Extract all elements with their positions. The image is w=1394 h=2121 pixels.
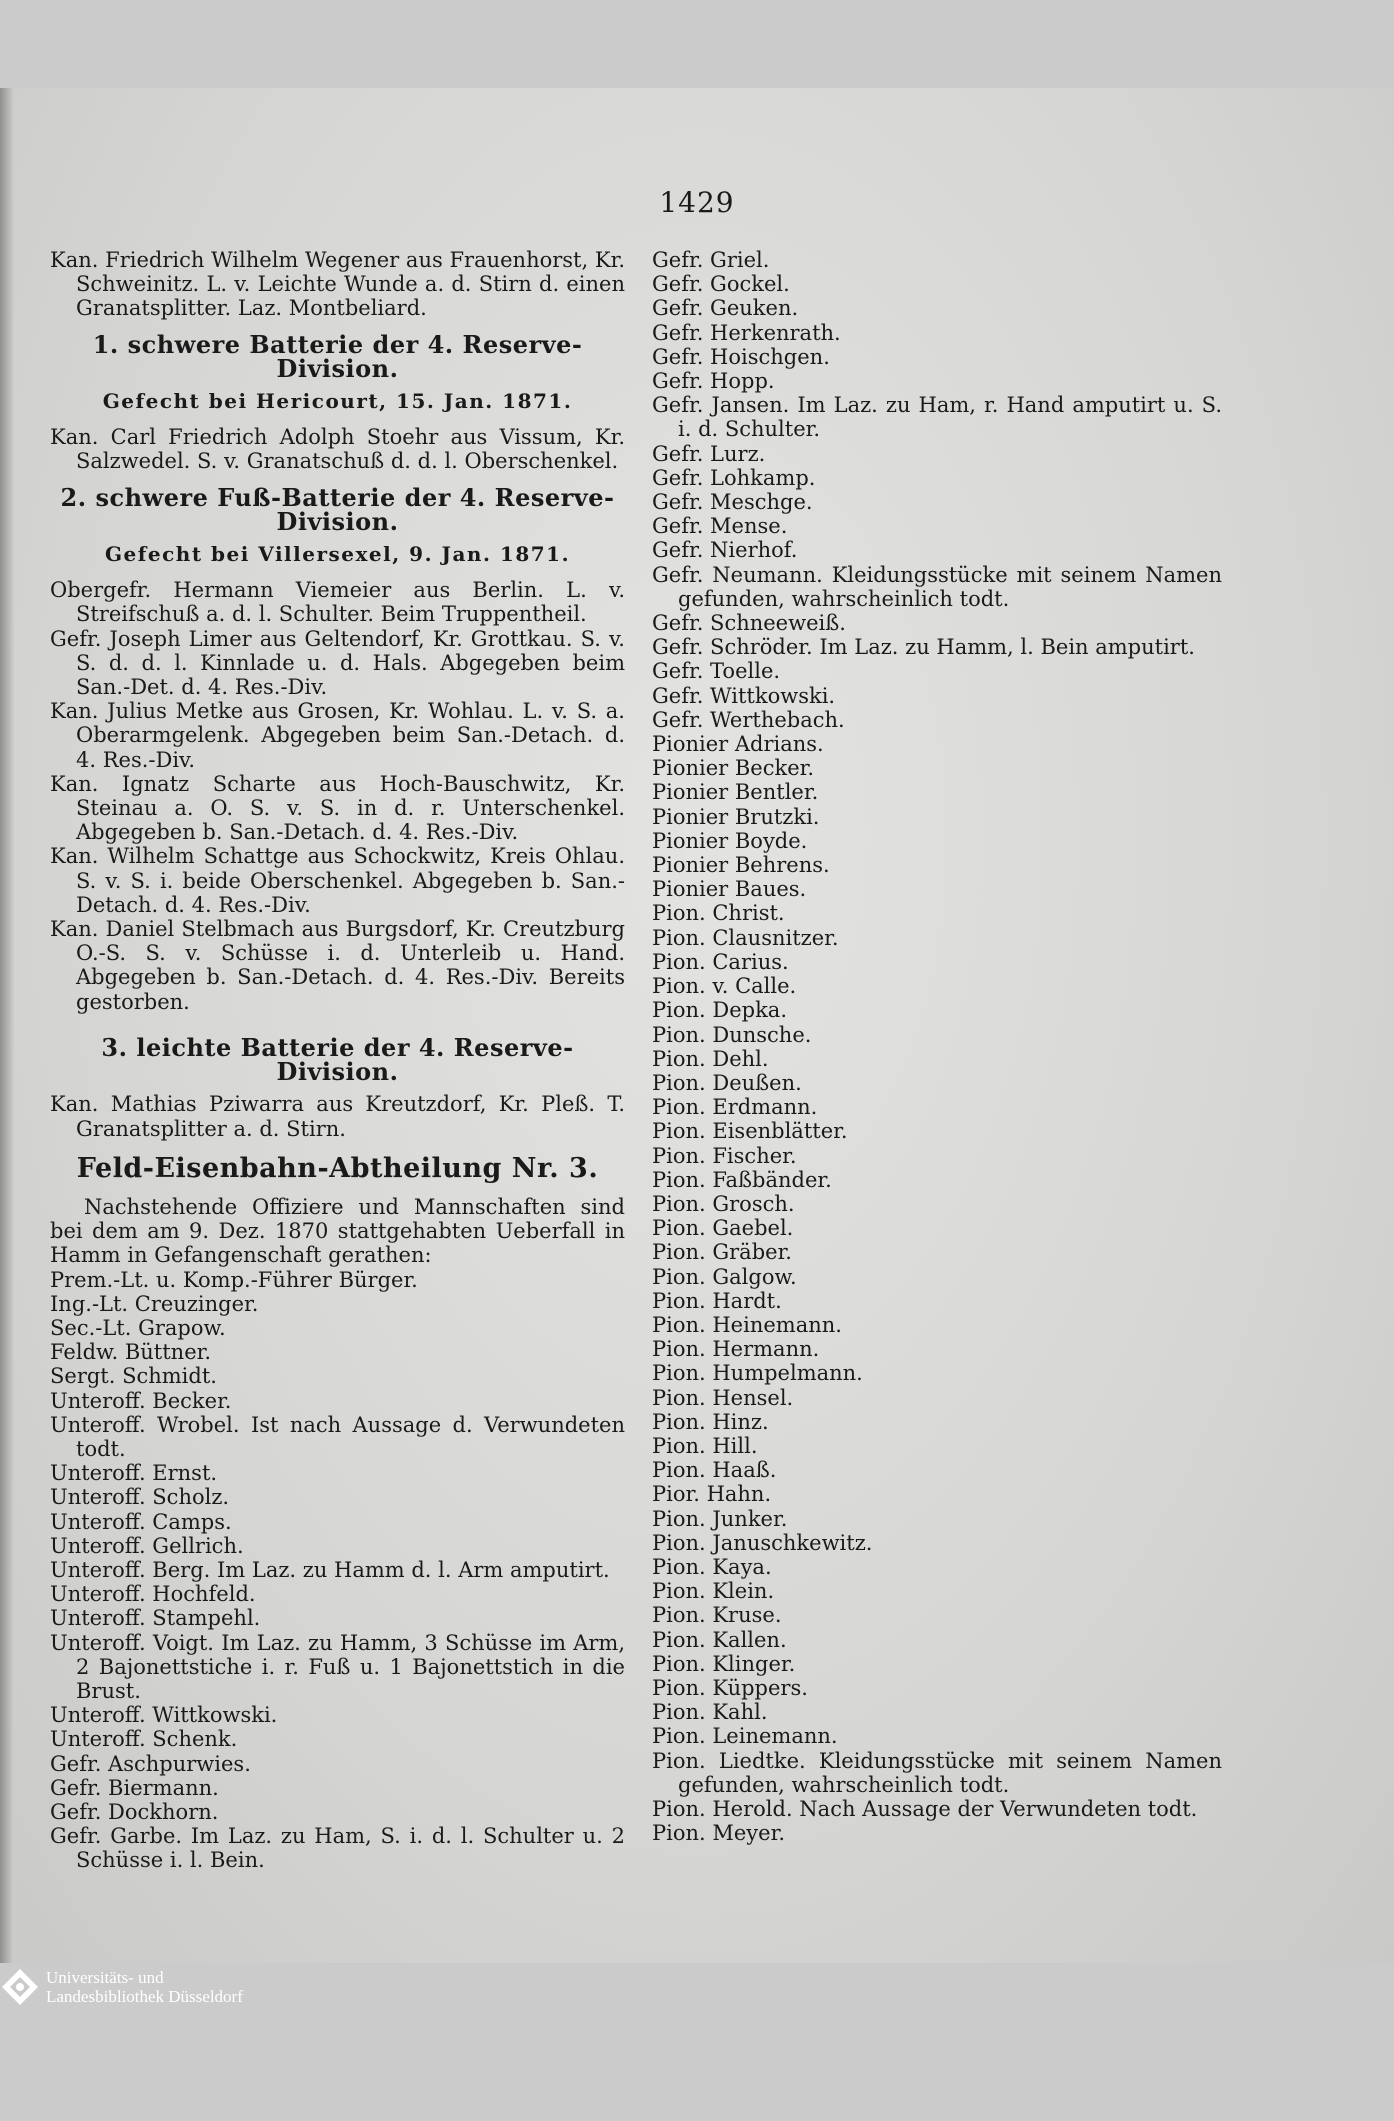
list-item: Gefr. Toelle. [652, 659, 781, 684]
list-item: Gefr. Aschpurwies. [50, 1751, 251, 1776]
section-entries [50, 425, 625, 473]
library-logo-icon [0, 1967, 40, 2007]
list-item: Unteroff. Hochfeld. [50, 1582, 256, 1607]
right-column [652, 248, 1222, 1845]
list-item: Gefr. Jansen. Im Laz. zu Ham, r. Hand amputirt u. S. i. d. Schulter. [652, 393, 1222, 442]
list-item: Sec.-Lt. Grapow. [50, 1315, 226, 1340]
list-item: Pion. Küppers. [652, 1675, 808, 1700]
list-item: Pion. Humpelmann. [652, 1361, 863, 1386]
section-entries [50, 1268, 625, 1873]
list-item: Pion. Hermann. [652, 1337, 820, 1362]
list-item: Pion. Hill. [652, 1433, 758, 1458]
list-item: Pion. Januschkewitz. [652, 1530, 873, 1555]
section-entries [50, 1092, 625, 1140]
list-item: Pion. Klinger. [652, 1651, 796, 1676]
list-item: Gefr. Biermann. [50, 1775, 219, 1800]
list-item: Kan. Julius Metke aus Grosen, Kr. Wohlau. L. v. S. a. Oberarmgelenk. Abgegeben beim San.-Detach. d. 4. Res.-Div. [50, 699, 625, 772]
document-page [0, 88, 1394, 1963]
list-item: Unteroff. Voigt. Im Laz. zu Hamm, 3 Schüsse im Arm, 2 Bajonettstiche i. r. Fuß u. 1 Bajonettstich in die Brust. [50, 1630, 625, 1703]
list-item: Unteroff. Wrobel. Ist nach Aussage d. Verwundeten todt. [50, 1412, 625, 1461]
list-item: Pionier Brutzki. [652, 804, 820, 829]
list-item: Pior. Hahn. [652, 1482, 772, 1507]
list-item: Gefr. Herkenrath. [652, 320, 841, 345]
section-entries [50, 578, 625, 1014]
list-item: Pion. Depka. [652, 998, 787, 1023]
list-item: Pion. Dunsche. [652, 1022, 812, 1047]
list-item: Pion. Christ. [652, 901, 785, 926]
list-item: Pion. Gaebel. [652, 1216, 794, 1241]
right-entries [652, 248, 1222, 1845]
list-item: Pion. v. Calle. [652, 974, 797, 999]
list-item: Sergt. Schmidt. [50, 1364, 217, 1389]
section-heading: 2. schwere Fuß-Batterie der 4. Reserve-Division. [60, 482, 615, 536]
list-item: Kan. Mathias Pziwarra aus Kreutzdorf, Kr. Pleß. T. Granatsplitter a. d. Stirn. [50, 1092, 625, 1141]
list-item: Kan. Carl Friedrich Adolph Stoehr aus Vissum, Kr. Salzwedel. S. v. Granatschuß d. d. l. Oberschenkel. [50, 425, 625, 474]
watermark-line-2: Landesbibliothek Düsseldorf [46, 1987, 243, 2006]
list-item: Pion. Kruse. [652, 1603, 782, 1628]
list-item: Gefr. Gockel. [652, 272, 790, 297]
list-item: Pion. Haaß. [652, 1458, 777, 1483]
list-item: Unteroff. Camps. [50, 1509, 232, 1534]
list-item: Gefr. Meschge. [652, 490, 813, 515]
list-item: Pion. Liedtke. Kleidungsstücke mit seinem Namen gefunden, wahrscheinlich todt. [652, 1748, 1222, 1797]
entry-intro: Kan. Friedrich Wilhelm Wegener aus Frauenhorst, Kr. Schweinitz. L. v. Leichte Wunde a. d. Stirn d. einen Granatsplitter. Laz. Montbeliard. [50, 248, 625, 321]
list-item: Pion. Dehl. [652, 1046, 769, 1071]
list-item: Gefr. Dockhorn. [50, 1799, 219, 1824]
list-item: Pion. Leinemann. [652, 1724, 838, 1749]
section-subheading: Gefecht bei Hericourt, 15. Jan. 1871. [102, 389, 573, 414]
list-item: Gefr. Joseph Limer aus Geltendorf, Kr. Grottkau. S. v. S. d. d. l. Kinnlade u. d. Hals. Abgegeben beim San.-Det. d. 4. Res.-Div. [50, 626, 625, 700]
list-item: Pion. Kaya. [652, 1554, 772, 1579]
left-column [50, 248, 625, 1873]
list-item: Gefr. Lurz. [652, 441, 766, 466]
list-item: Unteroff. Scholz. [50, 1485, 230, 1510]
list-item: Pionier Becker. [652, 756, 815, 781]
list-item: Gefr. Wittkowski. [652, 683, 836, 708]
list-item: Pionier Bentler. [652, 780, 819, 805]
library-watermark [0, 1962, 243, 2012]
list-item: Pion. Kahl. [652, 1700, 768, 1725]
list-item: Pion. Clausnitzer. [652, 925, 839, 950]
list-item: Unteroff. Becker. [50, 1388, 232, 1413]
list-item: Pion. Herold. Nach Aussage der Verwundeten todt. [652, 1797, 1198, 1821]
page-edge [0, 88, 14, 1963]
list-item: Kan. Wilhelm Schattge aus Schockwitz, Kreis Ohlau. S. v. S. i. beide Oberschenkel. Abgegeben b. San.-Detach. d. 4. Res.-Div. [50, 844, 625, 917]
list-item: Pionier Boyde. [652, 828, 808, 853]
list-item: Pion. Gräber. [652, 1240, 792, 1265]
section-heading: 1. schwere Batterie der 4. Reserve-Division. [92, 329, 583, 383]
list-item: Pion. Hardt. [652, 1288, 782, 1313]
watermark-text [46, 1968, 243, 2006]
list-item: Obergefr. Hermann Viemeier aus Berlin. L. v. Streifschuß a. d. l. Schulter. Beim Truppentheil. [50, 578, 625, 627]
list-item: Unteroff. Schenk. [50, 1727, 238, 1752]
watermark-line-1: Universitäts- und [46, 1968, 164, 1987]
list-item: Pion. Galgow. [652, 1264, 797, 1289]
section-subheading: Gefecht bei Villersexel, 9. Jan. 1871. [104, 542, 571, 567]
list-item: Gefr. Nierhof. [652, 538, 798, 563]
section-heading: Feld-Eisenbahn-Abtheilung Nr. 3. [76, 1152, 599, 1184]
list-item: Feldw. Büttner. [50, 1340, 212, 1365]
list-item: Gefr. Hoischgen. [652, 344, 830, 369]
list-item: Gefr. Geuken. [652, 296, 799, 321]
list-item: Pion. Meyer. [652, 1821, 785, 1846]
list-item: Prem.-Lt. u. Komp.-Führer Bürger. [50, 1267, 418, 1292]
list-item: Pion. Junker. [652, 1506, 788, 1531]
list-item: Unteroff. Berg. Im Laz. zu Hamm d. l. Arm amputirt. [50, 1557, 610, 1582]
list-item: Kan. Daniel Stelbmach aus Burgsdorf, Kr. Creutzburg O.-S. S. v. Schüsse i. d. Unterleib u. Hand. Abgegeben b. San.-Detach. d. 4. Res.-Div. Bereits gestorben. [50, 917, 625, 1014]
list-item: Unteroff. Stampehl. [50, 1606, 261, 1631]
list-item: Gefr. Griel. [652, 248, 770, 272]
list-item: Ing.-Lt. Creuzinger. [50, 1291, 259, 1316]
list-item: Pion. Carius. [652, 949, 789, 974]
list-item: Gefr. Garbe. Im Laz. zu Ham, S. i. d. l. Schulter u. 2 Schüsse i. l. Bein. [50, 1824, 625, 1873]
list-item: Pion. Faßbänder. [652, 1167, 832, 1192]
list-item: Unteroff. Wittkowski. [50, 1703, 278, 1728]
list-item: Pionier Baues. [652, 877, 807, 902]
list-item: Gefr. Hopp. [652, 369, 775, 394]
list-item: Pion. Hensel. [652, 1385, 794, 1410]
list-item: Unteroff. Gellrich. [50, 1533, 244, 1558]
list-item: Pion. Fischer. [652, 1143, 797, 1168]
list-item: Pion. Klein. [652, 1579, 775, 1604]
list-item: Gefr. Mense. [652, 514, 788, 539]
list-item: Pion. Heinemann. [652, 1312, 842, 1337]
list-item: Pion. Erdmann. [652, 1095, 818, 1120]
list-item: Unteroff. Ernst. [50, 1461, 218, 1486]
section-intro: Nachstehende Offiziere und Mannschaften sind bei dem am 9. Dez. 1870 stattgehabten Ueberfall in Hamm in Gefangenschaft gerathen: [50, 1194, 625, 1268]
list-item: Gefr. Neumann. Kleidungsstücke mit seinem Namen gefunden, wahrscheinlich todt. [652, 562, 1222, 611]
list-item: Pionier Behrens. [652, 853, 830, 878]
list-item: Pion. Grosch. [652, 1191, 795, 1216]
list-item: Pion. Hinz. [652, 1409, 769, 1434]
list-item: Pion. Eisenblätter. [652, 1119, 848, 1144]
list-item: Gefr. Lohkamp. [652, 465, 816, 490]
list-item: Kan. Ignatz Scharte aus Hoch-Bauschwitz, Kr. Steinau a. O. S. v. S. in d. r. Unterschenkel. Abgegeben b. San.-Detach. d. 4. Res.-Div. [50, 771, 625, 845]
list-item: Gefr. Schröder. Im Laz. zu Hamm, l. Bein amputirt. [652, 635, 1195, 660]
list-item: Gefr. Schneeweiß. [652, 611, 846, 636]
page-number: 1429 [659, 186, 735, 219]
list-item: Pion. Kallen. [652, 1627, 787, 1652]
section-heading: 3. leichte Batterie der 4. Reserve-Division. [101, 1032, 574, 1087]
list-item: Gefr. Werthebach. [652, 707, 845, 732]
list-item: Pionier Adrians. [652, 732, 824, 757]
list-item: Pion. Deußen. [652, 1070, 802, 1095]
